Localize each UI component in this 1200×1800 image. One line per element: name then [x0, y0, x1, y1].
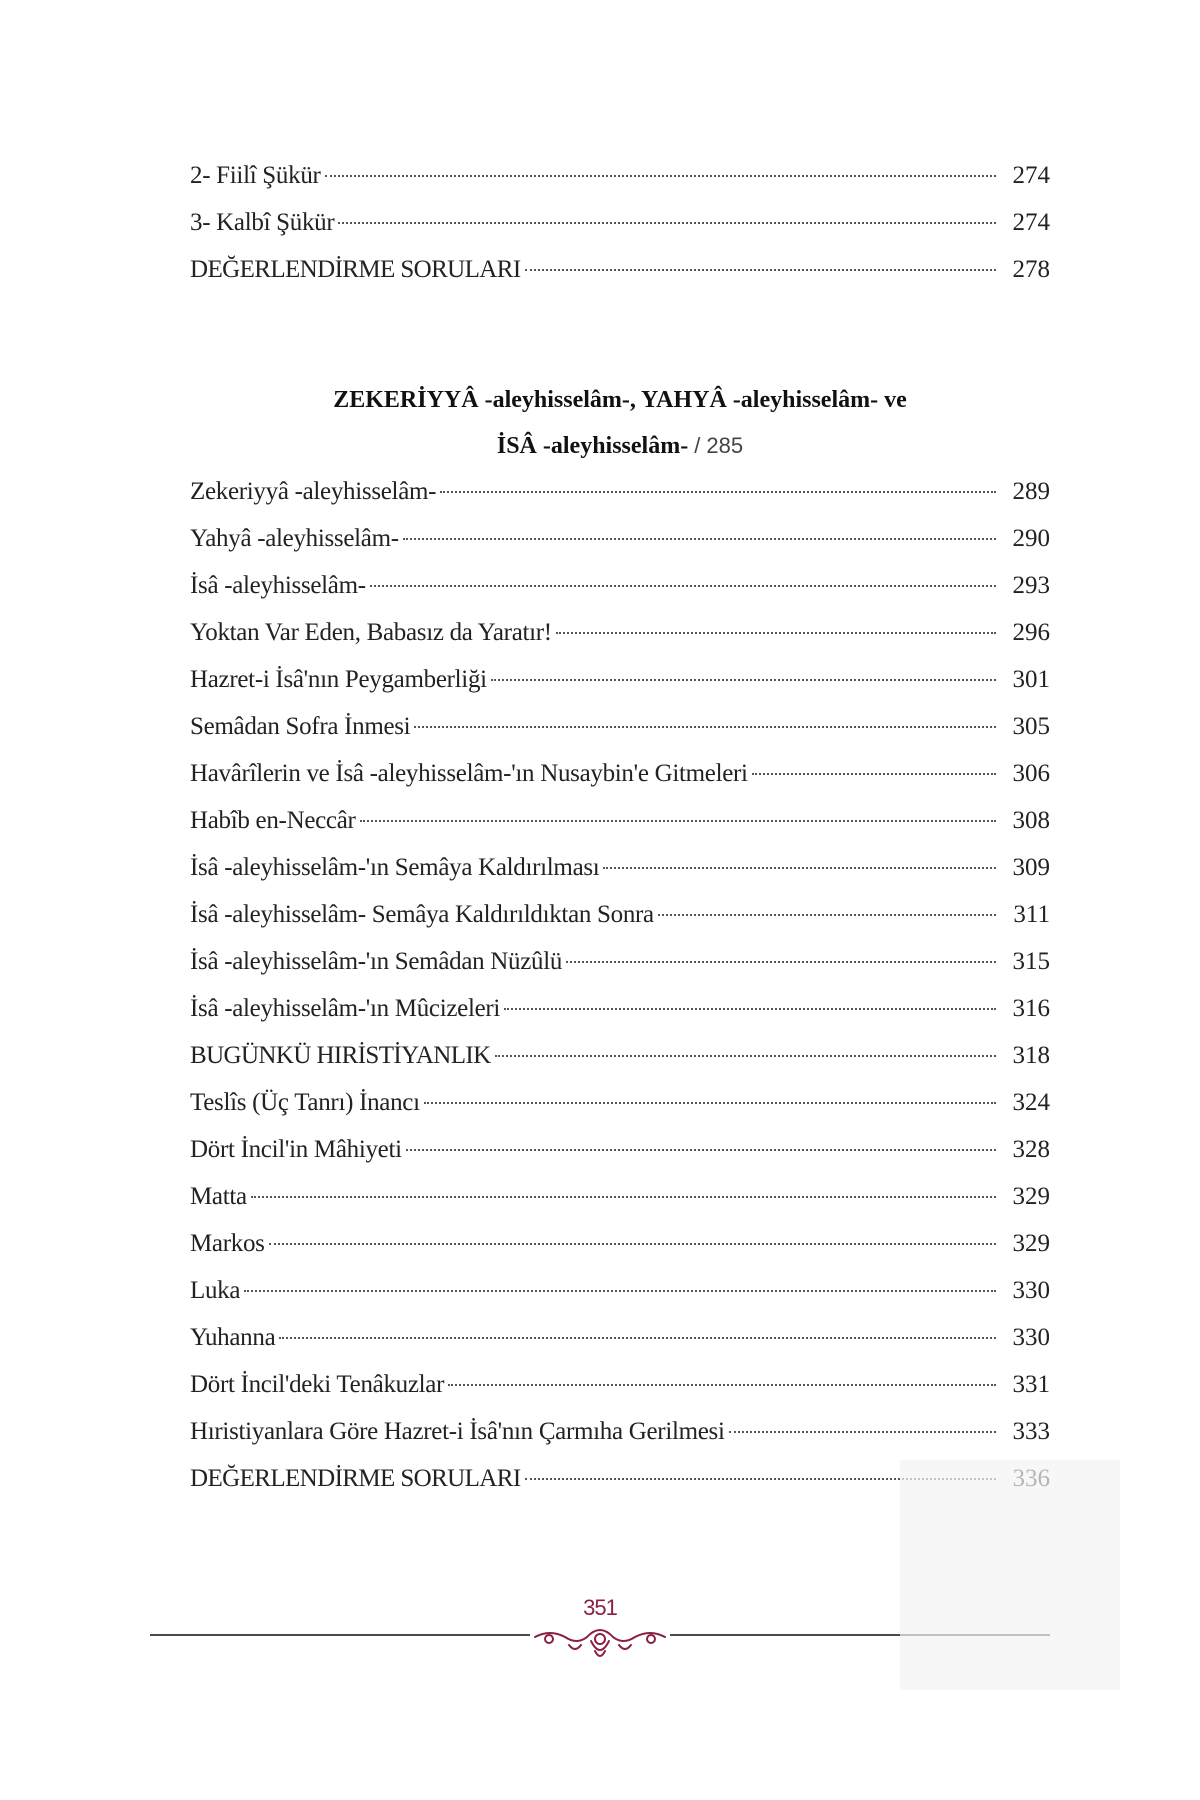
toc-entry-page: 274 — [1012, 162, 1050, 189]
toc-entry-page: 318 — [1012, 1042, 1050, 1069]
toc-entry — [190, 199, 1050, 246]
section-heading-line2-wrap — [190, 423, 1050, 469]
toc-entry-title: Yoktan Var Eden, Babasız da Yaratır! — [190, 619, 552, 646]
toc-entry-title: Zekeriyyâ -aleyhisselâm- — [190, 478, 437, 505]
toc-entry-title: Yahyâ -aleyhisselâm- — [190, 525, 399, 552]
toc-entry — [190, 246, 1050, 293]
dot-leader — [251, 1196, 996, 1198]
toc-entry-title: İsâ -aleyhisselâm-'ın Mûcizeleri — [190, 995, 501, 1022]
toc-entry — [190, 1220, 1050, 1267]
dot-leader — [325, 175, 996, 177]
toc-entry — [190, 1079, 1050, 1126]
toc-entry — [190, 985, 1050, 1032]
section-heading-line2: İSÂ -aleyhisselâm- — [496, 433, 689, 459]
toc-entry — [190, 1361, 1050, 1408]
toc-entry — [190, 152, 1050, 199]
toc-entry-page: 308 — [1012, 807, 1050, 834]
toc-entry-page: 290 — [1012, 525, 1050, 552]
dot-leader — [448, 1384, 996, 1386]
toc-entry-page: 278 — [1012, 256, 1050, 283]
dot-leader — [269, 1243, 996, 1245]
toc-entry — [190, 609, 1050, 656]
dot-leader — [752, 773, 996, 775]
toc-entry-page: 330 — [1012, 1277, 1050, 1304]
dot-leader — [279, 1337, 996, 1339]
toc-main-list — [190, 468, 1050, 1502]
toc-entry-title: İsâ -aleyhisselâm-'ın Semâdan Nüzûlü — [190, 948, 563, 975]
toc-entry-title: Yuhanna — [190, 1324, 276, 1351]
dot-leader — [440, 491, 996, 493]
toc-entry-title: 3- Kalbî Şükür — [190, 209, 335, 236]
toc-entry-page: 329 — [1012, 1183, 1050, 1210]
toc-entry-title: İsâ -aleyhisselâm-'ın Semâya Kaldırılması — [190, 854, 600, 881]
toc-entry-title: Dört İncil'deki Tenâkuzlar — [190, 1371, 445, 1398]
toc-entry-title: Hıristiyanlara Göre Hazret-i İsâ'nın Çarmıha Gerilmesi — [190, 1418, 725, 1445]
toc-entry-title: Teslîs (Üç Tanrı) İnancı — [190, 1089, 420, 1116]
toc-entry-page: 296 — [1012, 619, 1050, 646]
dot-leader — [566, 961, 996, 963]
toc-entry-title: Matta — [190, 1183, 247, 1210]
toc-entry-title: Markos — [190, 1230, 265, 1257]
toc-entry-title: BUGÜNKÜ HIRİSTİYANLIK — [190, 1042, 491, 1069]
page-number: 351 — [583, 1595, 617, 1620]
toc-entry-page: 333 — [1012, 1418, 1050, 1445]
watermark-logo — [900, 1460, 1120, 1690]
toc-entry-title: Semâdan Sofra İnmesi — [190, 713, 411, 740]
toc-entry — [190, 750, 1050, 797]
toc-entry — [190, 656, 1050, 703]
dot-leader — [504, 1008, 996, 1010]
toc-entry-title: DEĞERLENDİRME SORULARI — [190, 256, 521, 283]
section-heading-line1: ZEKERİYYÂ -aleyhisselâm-, YAHYÂ -aleyhisselâm- ve — [333, 387, 907, 413]
dot-leader — [414, 726, 996, 728]
toc-entry-page: 311 — [1013, 901, 1050, 928]
toc-entry — [190, 562, 1050, 609]
section-heading — [190, 377, 1050, 469]
toc-entry-title: Hazret-i İsâ'nın Peygamberliği — [190, 666, 487, 693]
toc-entry-page: 289 — [1012, 478, 1050, 505]
footer-rule-left — [150, 1634, 530, 1636]
toc-entry-page: 274 — [1012, 209, 1050, 236]
toc-entry — [190, 844, 1050, 891]
toc-entry-page: 301 — [1012, 666, 1050, 693]
toc-entry-page: 309 — [1012, 854, 1050, 881]
toc-entry — [190, 938, 1050, 985]
toc-entry-page: 331 — [1012, 1371, 1050, 1398]
toc-entry — [190, 891, 1050, 938]
toc-entry — [190, 515, 1050, 562]
toc-entry — [190, 703, 1050, 750]
toc-entry — [190, 1173, 1050, 1220]
dot-leader — [556, 632, 996, 634]
toc-entry-title: Havârîlerin ve İsâ -aleyhisselâm-'ın Nusaybin'e Gitmeleri — [190, 760, 748, 787]
toc-entry-page: 306 — [1012, 760, 1050, 787]
toc-entry-page: 330 — [1012, 1324, 1050, 1351]
dot-leader — [406, 1149, 996, 1151]
toc-entry-page: 293 — [1012, 572, 1050, 599]
toc-entry-title: İsâ -aleyhisselâm- Semâya Kaldırıldıktan Sonra — [190, 901, 654, 928]
dot-leader — [729, 1431, 996, 1433]
dot-leader — [495, 1055, 996, 1057]
dot-leader — [603, 867, 996, 869]
toc-entry-title: Dört İncil'in Mâhiyeti — [190, 1136, 402, 1163]
toc-entry-page: 324 — [1012, 1089, 1050, 1116]
toc-entry — [190, 1267, 1050, 1314]
toc-entry-page: 329 — [1012, 1230, 1050, 1257]
dot-leader — [338, 222, 996, 224]
toc-entry — [190, 1032, 1050, 1079]
toc-entry — [190, 1408, 1050, 1455]
dot-leader — [525, 269, 996, 271]
dot-leader — [244, 1290, 996, 1292]
toc-entry-title: Luka — [190, 1277, 241, 1304]
dot-leader — [658, 914, 996, 916]
toc-entry — [190, 468, 1050, 515]
toc-entry-title: İsâ -aleyhisselâm- — [190, 572, 366, 599]
toc-entry — [190, 1314, 1050, 1361]
toc-entry-page: 316 — [1012, 995, 1050, 1022]
toc-entry-title: Habîb en-Neccâr — [190, 807, 356, 834]
toc-entry-title: DEĞERLENDİRME SORULARI — [190, 1465, 521, 1492]
section-page-ref: / 285 — [694, 433, 744, 458]
dot-leader — [491, 679, 996, 681]
toc-entry-title: 2- Fiilî Şükür — [190, 162, 321, 189]
floral-ornament-icon — [525, 1615, 675, 1665]
toc-entry — [190, 797, 1050, 844]
dot-leader — [403, 538, 996, 540]
toc-entry-page: 305 — [1012, 713, 1050, 740]
toc-entry-page: 315 — [1012, 948, 1050, 975]
dot-leader — [370, 585, 996, 587]
toc-entry — [190, 1126, 1050, 1173]
toc-entry-page: 328 — [1012, 1136, 1050, 1163]
dot-leader — [360, 820, 996, 822]
toc-top-list — [190, 152, 1050, 293]
dot-leader — [424, 1102, 996, 1104]
